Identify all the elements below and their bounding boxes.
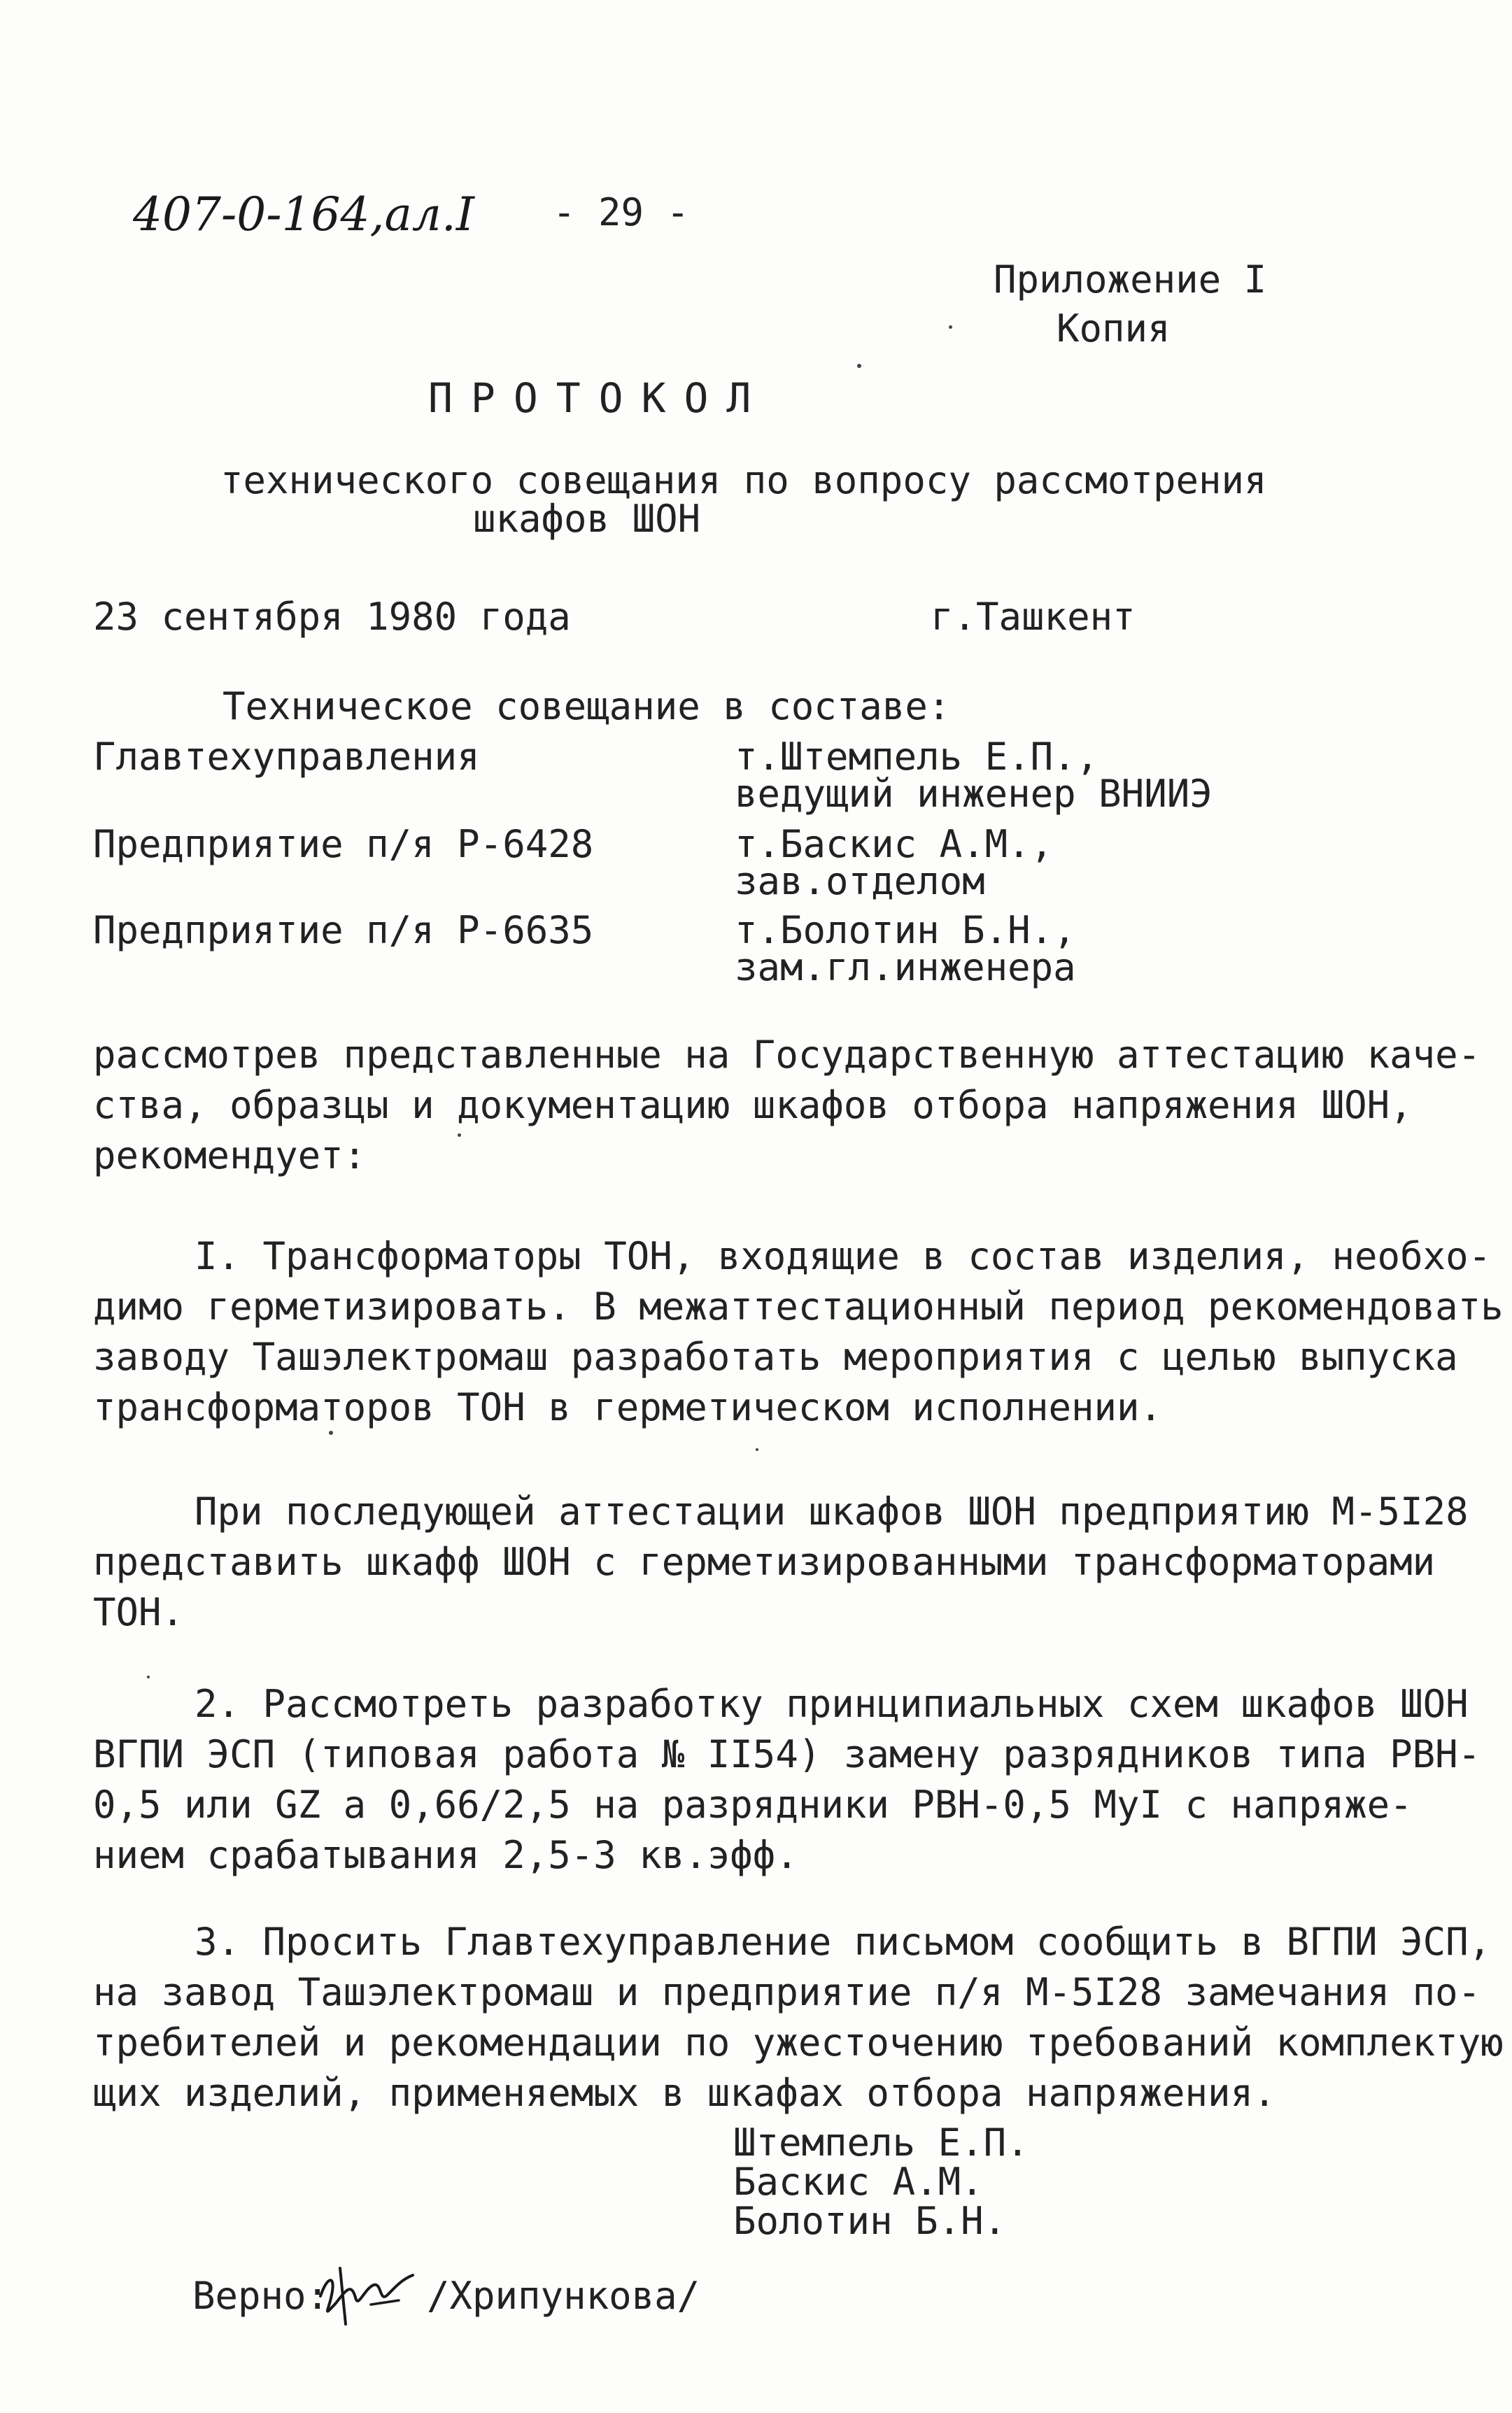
handwritten-code: 407-0-164,ал.I xyxy=(133,187,474,241)
scan-speck xyxy=(756,1448,758,1451)
verified-label: Верно: xyxy=(192,2274,330,2318)
page-title: ПРОТОКОЛ xyxy=(428,374,770,422)
item-3-paragraph xyxy=(93,1917,1504,2118)
paragraph-line: 3. Просить Главтехуправление письмом сообщить в ВГПИ ЭСП, xyxy=(195,1920,1492,1964)
paragraph-line: требителей и рекомендации по ужесточению требований комплектую xyxy=(93,2021,1504,2065)
composition-intro: Техническое совещание в составе: xyxy=(222,684,951,728)
paragraph-line: ВГПИ ЭСП (типовая работа № II54) замену разрядников типа РВН- xyxy=(93,1732,1481,1776)
scan-speck xyxy=(857,364,861,368)
appendix-label: Приложение I xyxy=(994,257,1267,302)
scan-speck xyxy=(949,325,952,329)
paragraph-line: рекомендует: xyxy=(93,1133,367,1177)
signature-name: Штемпель Е.П. xyxy=(733,2121,1029,2165)
paragraph-line: щих изделий, применяемых в шкафах отбора напряжения. xyxy=(93,2071,1276,2115)
item-1-paragraph xyxy=(93,1231,1504,1433)
page-number: - 29 - xyxy=(553,190,690,234)
paragraph-line: 0,5 или GZ a 0,66/2,5 на разрядники РВН-0,5 МуI с напряже- xyxy=(93,1783,1413,1827)
copy-label: Копия xyxy=(1057,306,1171,351)
member-position-3: зам.гл.инженера xyxy=(735,945,1076,989)
signatures-block xyxy=(733,2123,1029,2241)
paragraph-line: I. Трансформаторы ТОН, входящие в состав изделия, необхо- xyxy=(195,1234,1492,1278)
member-name-1: т.Штемпель Е.П., xyxy=(735,735,1099,779)
signature-name: Баскис А.М. xyxy=(733,2160,984,2204)
item-2-paragraph xyxy=(93,1679,1481,1881)
signature-name: Болотин Б.Н. xyxy=(733,2199,1007,2243)
member-position-1: ведущий инженер ВНИИЭ xyxy=(735,772,1213,816)
member-name-3: т.Болотин Б.Н., xyxy=(735,908,1076,952)
paragraph-line: нием срабатывания 2,5-3 кв.эфф. xyxy=(93,1833,798,1877)
handwritten-signature xyxy=(315,2254,420,2331)
intro-paragraph xyxy=(93,1030,1481,1181)
paragraph-line: ства, образцы и документацию шкафов отбора напряжения ШОН, xyxy=(93,1083,1413,1127)
paragraph-line: При последующей аттестации шкафов ШОН предприятию М-5I28 xyxy=(195,1489,1469,1534)
member-org-2: Предприятие п/я Р-6428 xyxy=(93,822,594,866)
member-org-3: Предприятие п/я Р-6635 xyxy=(93,908,594,952)
scan-speck xyxy=(329,1431,333,1435)
paragraph-line: рассмотрев представленные на Государственную аттестацию каче- xyxy=(93,1033,1481,1077)
member-position-2: зав.отделом xyxy=(735,859,985,903)
member-org-1: Главтехуправления xyxy=(93,735,480,779)
subtitle-line-1: технического совещания по вопросу рассмотрения xyxy=(220,458,1267,502)
paragraph-line: представить шкафф ШОН с герметизированными трансформаторами xyxy=(93,1540,1436,1584)
paragraph-line: димо герметизировать. В межаттестационный период рекомендовать xyxy=(93,1285,1504,1329)
item-1b-paragraph xyxy=(93,1487,1469,1638)
paragraph-line: трансформаторов ТОН в герметическом исполнении. xyxy=(93,1385,1163,1429)
scan-speck xyxy=(458,1133,461,1137)
member-name-2: т.Баскис А.М., xyxy=(735,822,1054,866)
meeting-date: 23 сентября 1980 года xyxy=(93,595,571,639)
paragraph-line: ТОН. xyxy=(93,1590,185,1634)
paragraph-line: 2. Рассмотреть разработку принципиальных схем шкафов ШОН xyxy=(195,1682,1469,1726)
paragraph-line: заводу Ташэлектромаш разработать мероприятия с целью выпуска xyxy=(93,1335,1458,1379)
paragraph-line: на завод Ташэлектромаш и предприятие п/я М-5I28 замечания по- xyxy=(93,1970,1481,2014)
scan-speck xyxy=(147,1676,150,1678)
verified-name: /Хрипункова/ xyxy=(427,2274,700,2318)
subtitle-line-2: шкафов ШОН xyxy=(473,497,701,541)
meeting-city: г.Ташкент xyxy=(931,595,1136,639)
